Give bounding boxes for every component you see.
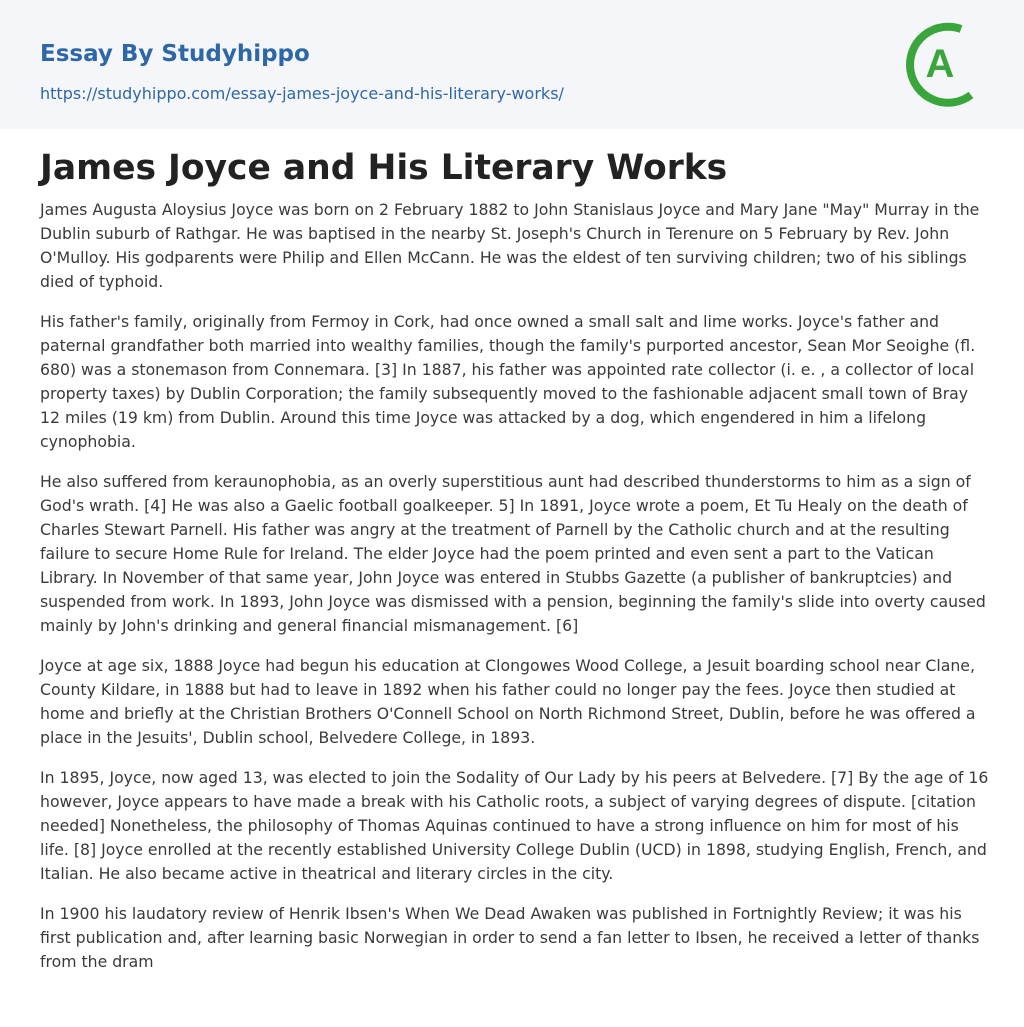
essay-url-link[interactable]: https://studyhippo.com/essay-james-joyce-and-his-literary-works/ xyxy=(40,84,564,103)
site-header xyxy=(0,0,1024,129)
site-title[interactable]: Essay By Studyhippo xyxy=(40,41,310,67)
page-title: James Joyce and His Literary Works xyxy=(40,148,728,188)
paragraph: James Augusta Aloysius Joyce was born on 2 February 1882 to John Stanislaus Joyce and Mary Jane "May" Murray in the Dublin suburb of Rathgar. He was baptised in the nearby St. Joseph's Church in Terenure on 5 February by Rev. John O'Mulloy. His godparents were Philip and Ellen McCann. He was the eldest of ten surviving children; two of his siblings died of typhoid. xyxy=(40,200,980,291)
paragraph: In 1900 his laudatory review of Henrik Ibsen's When We Dead Awaken was published in Fortnightly Review; it was his first publication and, after learning basic Norwegian in order to send a fan letter to Ibsen, he received a letter of thanks from the dram xyxy=(40,904,980,971)
paragraph: His father's family, originally from Fermoy in Cork, had once owned a small salt and lime works. Joyce's father and paternal grandfather both married into wealthy families, though the family's purported ancestor, Sean Mor Seoighe (fl. 680) was a stonemason from Connemara. [3] In 1887, his father was appointed rate collector (i. e. , a collector of local property taxes) by Dublin Corporation; the family subsequently moved to the fashionable adjacent small town of Bray 12 miles (19 km) from Dublin. Around this time Joyce was attacked by a dog, which engendered in him a lifelong cynophobia. xyxy=(40,312,976,451)
logo-letter: A xyxy=(925,42,955,86)
paragraph: In 1895, Joyce, now aged 13, was elected to join the Sodality of Our Lady by his peers at Belvedere. [7] By the age of 16 however, Joyce appears to have made a break with his Catholic roots, a subject of varying degrees of dispute. [citation needed] Nonetheless, the philosophy of Thomas Aquinas continued to have a strong influence on him for most of his life. [8] Joyce enrolled at the recently established University College Dublin (UCD) in 1898, studying English, French, and Italian. He also became active in theatrical and literary circles in the city. xyxy=(40,768,989,883)
paragraph: He also suffered from keraunophobia, as an overly superstitious aunt had described thunderstorms to him as a sign of God's wrath. [4] He was also a Gaelic football goalkeeper. 5] In 1891, Joyce wrote a poem, Et Tu Healy on the death of Charles Stewart Parnell. His father was angry at the treatment of Parnell by the Catholic church and at the resulting failure to secure Home Rule for Ireland. The elder Joyce had the poem printed and even sent a part to the Vatican Library. In November of that same year, John Joyce was entered in Stubbs Gazette (a publisher of bankruptcies) and suspended from work. In 1893, John Joyce was dismissed with a pension, beginning the family's slide into overty caused mainly by John's drinking and general financial mismanagement. [6] xyxy=(40,472,986,635)
paragraph: Joyce at age six, 1888 Joyce had begun his education at Clongowes Wood College, a Jesuit boarding school near Clane, County Kildare, in 1888 but had to leave in 1892 when his father could no longer pay the fees. Joyce then studied at home and briefly at the Christian Brothers O'Connell School on North Richmond Street, Dublin, before he was offered a place in the Jesuits', Dublin school, Belvedere College, in 1893. xyxy=(40,656,976,747)
studyhippo-logo-icon[interactable] xyxy=(898,18,988,108)
article xyxy=(40,140,990,990)
